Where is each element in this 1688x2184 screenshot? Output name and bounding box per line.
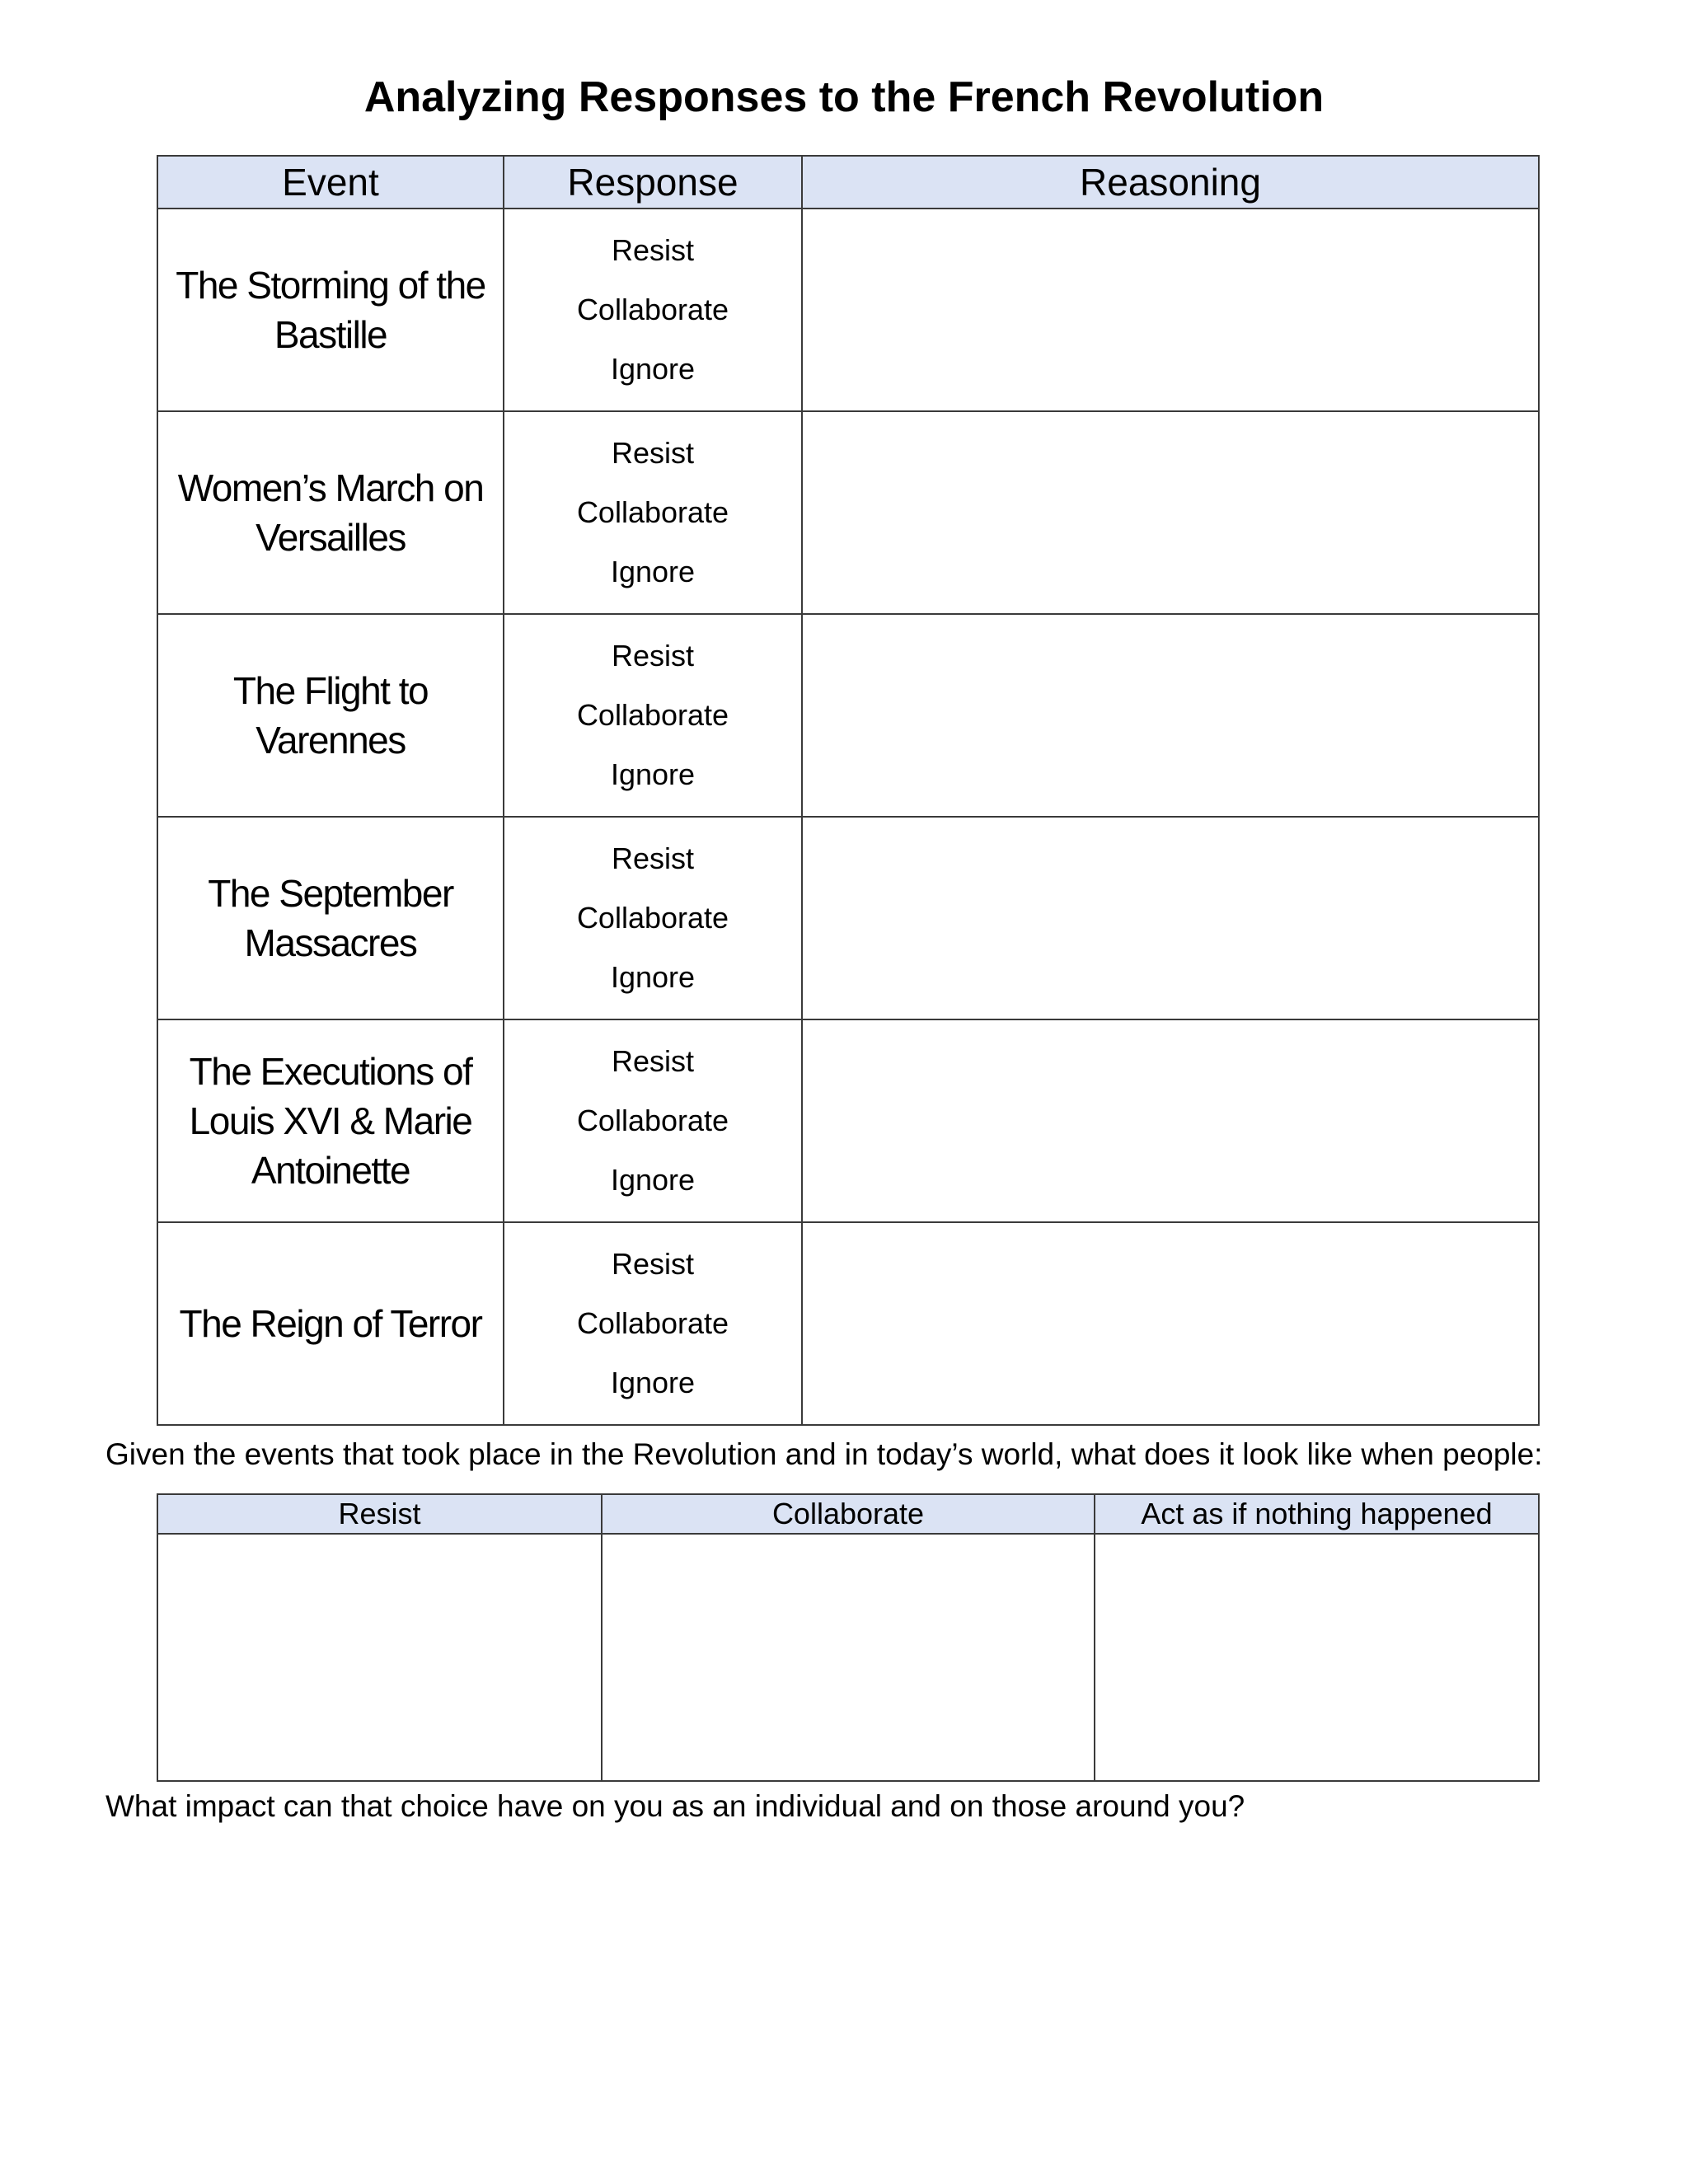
- event-cell: The Flight to Varennes: [157, 614, 504, 817]
- reasoning-field[interactable]: [802, 1019, 1539, 1222]
- prompt-impact: What impact can that choice have on you as an individual and on those around you?: [106, 1789, 1245, 1823]
- reasoning-field[interactable]: [802, 817, 1539, 1019]
- option-resist[interactable]: Resist: [611, 841, 695, 875]
- response-options: [504, 209, 802, 411]
- response-answer-row: [157, 1534, 1539, 1781]
- option-ignore[interactable]: Ignore: [610, 757, 696, 791]
- option-resist[interactable]: Resist: [611, 639, 695, 673]
- event-cell: The Executions of Louis XVI & Marie Antoinette: [157, 1019, 504, 1222]
- header-event: Event: [157, 156, 504, 209]
- response-table-header-row: [157, 1494, 1539, 1534]
- option-ignore[interactable]: Ignore: [610, 1163, 696, 1197]
- reasoning-field[interactable]: [802, 614, 1539, 817]
- header-collaborate: Collaborate: [602, 1494, 1095, 1534]
- prompt-people-responses: Given the events that took place in the Revolution and in today’s world, what does it look like when people:: [106, 1437, 1543, 1471]
- response-options: [504, 411, 802, 614]
- reasoning-field[interactable]: [802, 209, 1539, 411]
- event-cell: The September Massacres: [157, 817, 504, 1019]
- events-table-header-row: [157, 156, 1539, 209]
- header-resist: Resist: [157, 1494, 602, 1534]
- event-cell: The Storming of the Bastille: [157, 209, 504, 411]
- response-options: [504, 817, 802, 1019]
- header-reasoning: Reasoning: [802, 156, 1539, 209]
- page-title: Analyzing Responses to the French Revolution: [363, 73, 1325, 121]
- header-response: Response: [504, 156, 802, 209]
- option-collaborate[interactable]: Collaborate: [576, 1306, 729, 1340]
- option-collaborate[interactable]: Collaborate: [576, 495, 729, 529]
- events-table: [157, 155, 1540, 1426]
- option-ignore[interactable]: Ignore: [610, 960, 696, 994]
- table-row: [157, 614, 1539, 817]
- response-table: [157, 1493, 1540, 1782]
- event-cell: The Reign of Terror: [157, 1222, 504, 1425]
- nothing-happened-answer-field[interactable]: [1095, 1534, 1539, 1781]
- option-ignore[interactable]: Ignore: [610, 1366, 696, 1399]
- option-resist[interactable]: Resist: [611, 233, 695, 267]
- table-row: [157, 209, 1539, 411]
- option-collaborate[interactable]: Collaborate: [576, 698, 729, 732]
- option-ignore[interactable]: Ignore: [610, 555, 696, 588]
- event-cell: Women’s March on Versailles: [157, 411, 504, 614]
- table-row: [157, 817, 1539, 1019]
- table-row: [157, 1019, 1539, 1222]
- option-ignore[interactable]: Ignore: [610, 352, 696, 386]
- collaborate-answer-field[interactable]: [602, 1534, 1095, 1781]
- option-collaborate[interactable]: Collaborate: [576, 293, 729, 326]
- reasoning-field[interactable]: [802, 411, 1539, 614]
- table-row: [157, 1222, 1539, 1425]
- header-act-as-if-nothing-happened: Act as if nothing happened: [1095, 1494, 1539, 1534]
- response-options: [504, 1019, 802, 1222]
- table-row: [157, 411, 1539, 614]
- option-collaborate[interactable]: Collaborate: [576, 1104, 729, 1137]
- response-options: [504, 1222, 802, 1425]
- option-resist[interactable]: Resist: [611, 1044, 695, 1078]
- response-options: [504, 614, 802, 817]
- option-resist[interactable]: Resist: [611, 436, 695, 470]
- reasoning-field[interactable]: [802, 1222, 1539, 1425]
- option-collaborate[interactable]: Collaborate: [576, 901, 729, 935]
- option-resist[interactable]: Resist: [611, 1247, 695, 1281]
- resist-answer-field[interactable]: [157, 1534, 602, 1781]
